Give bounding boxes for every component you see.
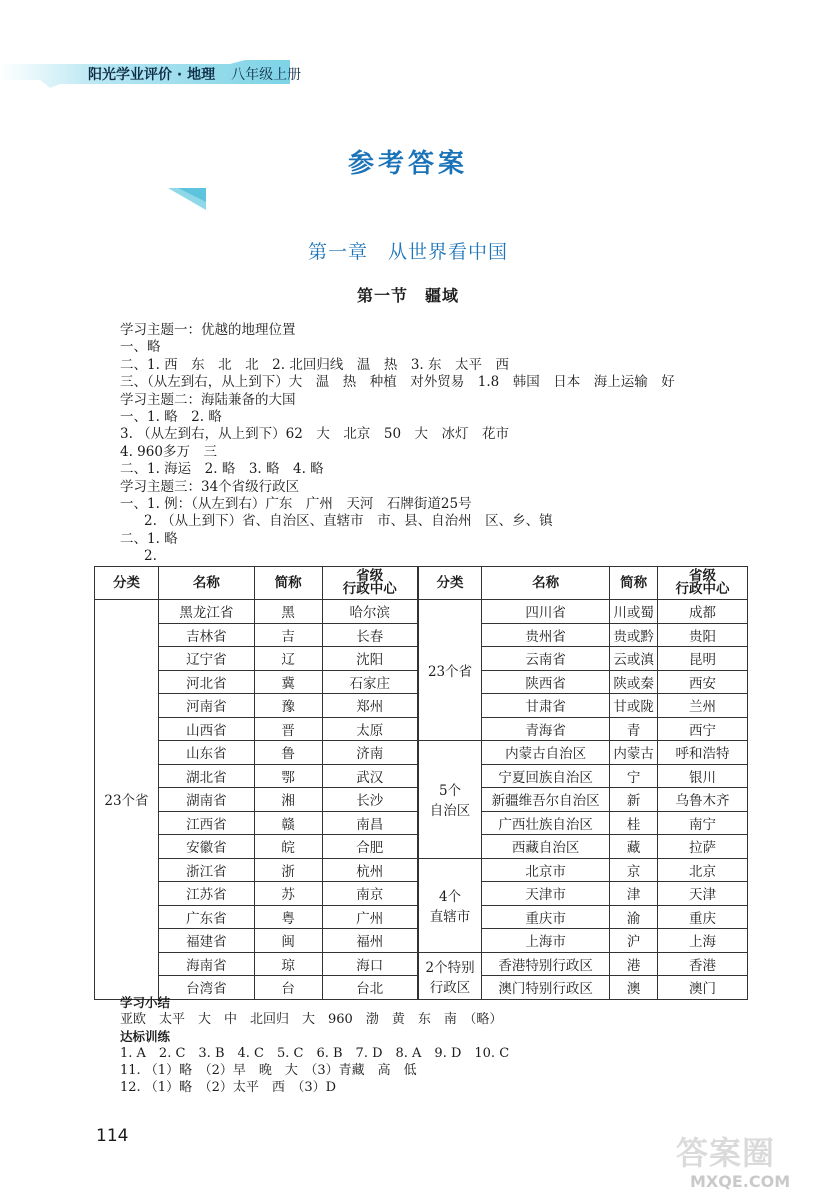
name-cell: 辽宁省	[158, 647, 254, 671]
page-number: 114	[96, 1126, 129, 1146]
abbr-cell: 辽	[254, 647, 322, 671]
name-cell: 山西省	[158, 717, 254, 741]
category-cell: 23个省	[95, 600, 159, 1000]
capital-cell: 长沙	[322, 788, 418, 812]
abbr-cell: 鲁	[254, 741, 322, 765]
name-cell: 江苏省	[158, 882, 254, 906]
header-name: 名称	[158, 567, 254, 600]
category-cell: 2个特别 行政区	[418, 952, 482, 999]
capital-cell: 长春	[322, 623, 418, 647]
abbr-cell: 鄂	[254, 764, 322, 788]
name-cell: 青海省	[482, 717, 610, 741]
answer-line: 2. （从上到下）省、自治区、直辖市 市、县、自治州 区、乡、镇	[144, 513, 553, 530]
name-cell: 山东省	[158, 741, 254, 765]
abbr-cell: 晋	[254, 717, 322, 741]
answer-line: 二、1. 海运 2. 略 3. 略 4. 略	[120, 461, 324, 478]
name-cell: 西藏自治区	[482, 835, 610, 859]
name-cell: 香港特别行政区	[482, 952, 610, 976]
answer-line: 一、1. 例：（从左到右）广东 广州 天河 石牌街道25号	[120, 495, 472, 512]
abbr-cell: 闽	[254, 929, 322, 953]
capital-cell: 沈阳	[322, 647, 418, 671]
name-cell: 贵州省	[482, 623, 610, 647]
table-row	[95, 858, 748, 882]
capital-cell: 太原	[322, 717, 418, 741]
abbr-cell: 豫	[254, 694, 322, 718]
table-row	[95, 600, 748, 624]
answer-line: 三、（从左到右，从上到下）大 温 热 种植 对外贸易 1.8 韩国 日本 海上运输 好	[120, 374, 675, 391]
category-cell: 23个省	[418, 600, 482, 741]
capital-cell: 贵阳	[658, 623, 748, 647]
abbr-cell: 皖	[254, 835, 322, 859]
category-cell: 4个 直辖市	[418, 858, 482, 952]
capital-cell: 海口	[322, 952, 418, 976]
abbr-cell: 川或蜀	[610, 600, 658, 624]
capital-cell: 南宁	[658, 811, 748, 835]
abbr-cell: 琼	[254, 952, 322, 976]
capital-cell: 石家庄	[322, 670, 418, 694]
name-cell: 上海市	[482, 929, 610, 953]
abbr-cell: 粤	[254, 905, 322, 929]
capital-cell: 上海	[658, 929, 748, 953]
answer-lines	[120, 322, 780, 565]
table-header-row	[95, 567, 748, 600]
page-title: 参考答案	[347, 149, 468, 179]
abbr-cell: 澳	[610, 976, 658, 1000]
abbr-cell: 赣	[254, 811, 322, 835]
answer-line: 二、1. 西 东 北 北 2. 北回归线 温 热 3. 东 太平 西	[120, 356, 510, 373]
abbr-cell: 桂	[610, 811, 658, 835]
header-capital-text: 省级 行政中心	[675, 568, 730, 597]
chapter-heading: 第一章 从世界看中国	[307, 241, 508, 263]
abbr-cell: 青	[610, 717, 658, 741]
name-cell: 宁夏回族自治区	[482, 764, 610, 788]
abbr-cell: 宁	[610, 764, 658, 788]
header-capital	[322, 567, 418, 600]
capital-cell: 福州	[322, 929, 418, 953]
answer-line: 学习主题三：34个省级行政区	[120, 478, 300, 495]
name-cell: 重庆市	[482, 905, 610, 929]
answer-line: 4. 960多万 三	[120, 443, 217, 460]
name-cell: 内蒙古自治区	[482, 741, 610, 765]
capital-cell: 拉萨	[658, 835, 748, 859]
name-cell: 甘肃省	[482, 694, 610, 718]
header-abbr: 简称	[610, 567, 658, 600]
answer-line: 学习主题一：优越的地理位置	[120, 322, 296, 338]
capital-cell: 哈尔滨	[322, 600, 418, 624]
name-cell: 吉林省	[158, 623, 254, 647]
header-name: 名称	[482, 567, 610, 600]
abbr-cell: 台	[254, 976, 322, 1000]
capital-cell: 南京	[322, 882, 418, 906]
capital-cell: 天津	[658, 882, 748, 906]
name-cell: 湖南省	[158, 788, 254, 812]
category-cell: 5个 自治区	[418, 741, 482, 859]
capital-cell: 杭州	[322, 858, 418, 882]
capital-cell: 成都	[658, 600, 748, 624]
table-body	[95, 600, 748, 1000]
abbr-cell: 吉	[254, 623, 322, 647]
name-cell: 台湾省	[158, 976, 254, 1000]
abbr-cell: 甘或陇	[610, 694, 658, 718]
name-cell: 陕西省	[482, 670, 610, 694]
name-cell: 江西省	[158, 811, 254, 835]
capital-cell: 乌鲁木齐	[658, 788, 748, 812]
province-table	[94, 566, 748, 1000]
summary-text: 亚欧 太平 大 中 北回归 大 960 渤 黄 东 南 （略）	[120, 1012, 503, 1027]
name-cell: 浙江省	[158, 858, 254, 882]
answer-line: 2.	[144, 548, 157, 565]
abbr-cell: 云或滇	[610, 647, 658, 671]
capital-cell: 西安	[658, 670, 748, 694]
abbr-cell: 苏	[254, 882, 322, 906]
capital-cell: 北京	[658, 858, 748, 882]
name-cell: 四川省	[482, 600, 610, 624]
summary-block	[120, 994, 780, 1096]
abbr-cell: 黑	[254, 600, 322, 624]
capital-cell: 香港	[658, 952, 748, 976]
name-cell: 湖北省	[158, 764, 254, 788]
answer-line: 一、略	[120, 339, 161, 356]
abbr-cell: 港	[610, 952, 658, 976]
watermark-bottom: MXQE.COM	[690, 1172, 791, 1191]
capital-cell: 昆明	[658, 647, 748, 671]
header-capital-text: 省级 行政中心	[342, 568, 397, 597]
header-text	[88, 64, 301, 84]
practice-line: 12. （1）略 （2）太平 西 （3）D	[120, 1080, 337, 1095]
name-cell: 海南省	[158, 952, 254, 976]
name-cell: 新疆维吾尔自治区	[482, 788, 610, 812]
series-title: 阳光学业评价 · 地理	[88, 67, 216, 83]
abbr-cell: 新	[610, 788, 658, 812]
capital-cell: 广州	[322, 905, 418, 929]
abbr-cell: 内蒙古	[610, 741, 658, 765]
name-cell: 福建省	[158, 929, 254, 953]
name-cell: 河北省	[158, 670, 254, 694]
name-cell: 河南省	[158, 694, 254, 718]
capital-cell: 银川	[658, 764, 748, 788]
answer-line: 学习主题二：海陆兼备的大国	[120, 391, 296, 408]
practice-heading: 达标训练	[120, 1029, 171, 1044]
name-cell: 天津市	[482, 882, 610, 906]
abbr-cell: 渝	[610, 905, 658, 929]
practice-line: 1. A 2. C 3. B 4. C 5. C 6. B 7. D 8. A 9. D 10. C	[120, 1046, 510, 1061]
table-row	[95, 741, 748, 765]
name-cell: 广西壮族自治区	[482, 811, 610, 835]
summary-heading: 学习小结	[120, 995, 171, 1010]
answer-line: 二、1. 略	[120, 530, 178, 547]
capital-cell: 兰州	[658, 694, 748, 718]
practice-line: 11. （1）略 （2）早 晚 大 （3）青藏 高 低	[120, 1063, 417, 1078]
answer-line: 3. （从左到右，从上到下）62 大 北京 50 大 冰灯 花市	[120, 426, 510, 443]
grade-label: 八年级上册	[231, 67, 302, 83]
corner-decoration-icon	[168, 188, 212, 214]
name-cell: 广东省	[158, 905, 254, 929]
capital-cell: 合肥	[322, 835, 418, 859]
name-cell: 澳门特别行政区	[482, 976, 610, 1000]
answer-line: 一、1. 略 2. 略	[120, 408, 222, 425]
name-cell: 云南省	[482, 647, 610, 671]
capital-cell: 南昌	[322, 811, 418, 835]
watermark-logo	[676, 1128, 804, 1196]
header-abbr: 简称	[254, 567, 322, 600]
capital-cell: 西宁	[658, 717, 748, 741]
name-cell: 北京市	[482, 858, 610, 882]
capital-cell: 武汉	[322, 764, 418, 788]
abbr-cell: 冀	[254, 670, 322, 694]
abbr-cell: 京	[610, 858, 658, 882]
abbr-cell: 贵或黔	[610, 623, 658, 647]
watermark-top: 答案圈	[676, 1134, 776, 1172]
capital-cell: 澳门	[658, 976, 748, 1000]
section-heading: 第一节 疆域	[356, 286, 459, 305]
capital-cell: 重庆	[658, 905, 748, 929]
capital-cell: 济南	[322, 741, 418, 765]
header-capital	[658, 567, 748, 600]
abbr-cell: 藏	[610, 835, 658, 859]
name-cell: 黑龙江省	[158, 600, 254, 624]
abbr-cell: 湘	[254, 788, 322, 812]
header-category: 分类	[418, 567, 482, 600]
name-cell: 安徽省	[158, 835, 254, 859]
table-row	[95, 952, 748, 976]
abbr-cell: 浙	[254, 858, 322, 882]
capital-cell: 呼和浩特	[658, 741, 748, 765]
abbr-cell: 陕或秦	[610, 670, 658, 694]
capital-cell: 郑州	[322, 694, 418, 718]
abbr-cell: 津	[610, 882, 658, 906]
capital-cell: 台北	[322, 976, 418, 1000]
header-category: 分类	[95, 567, 159, 600]
abbr-cell: 沪	[610, 929, 658, 953]
